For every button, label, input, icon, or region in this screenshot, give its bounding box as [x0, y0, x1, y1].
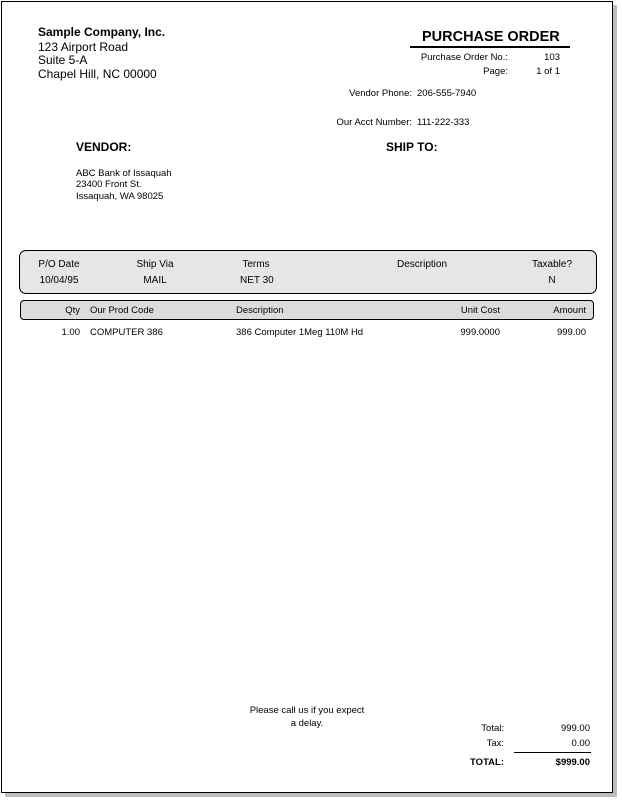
account-number-value: 111-222-333	[417, 117, 470, 128]
footer-note-line1: Please call us if you expect	[249, 705, 365, 716]
company-city-state-zip: Chapel Hill, NC 00000	[38, 67, 157, 81]
company-address-line1: 123 Airport Road	[38, 40, 129, 54]
vendor-phone-label: Vendor Phone:	[349, 88, 412, 99]
po-date-value: 10/04/95	[39, 275, 79, 286]
vendor-line1: ABC Bank of Issaquah	[76, 168, 172, 179]
amount-header: Amount	[553, 305, 586, 316]
row-description: 386 Computer 1Meg 110M Hd	[236, 327, 364, 338]
item-description-header: Description	[236, 305, 284, 316]
row-amount: 999.00	[556, 327, 586, 338]
taxable-value: N	[548, 275, 556, 286]
description-header: Description	[396, 259, 448, 270]
account-number-label: Our Acct Number:	[336, 117, 412, 128]
ship-via-value: MAIL	[143, 275, 167, 286]
prod-code-header: Our Prod Code	[90, 305, 154, 316]
company-name: Sample Company, Inc.	[38, 25, 166, 39]
total-value: 999.00	[560, 723, 590, 734]
vendor-line3: Issaquah, WA 98025	[76, 191, 164, 202]
total-label: Total:	[481, 723, 504, 734]
taxable-header: Taxable?	[531, 259, 573, 270]
ship-to-heading: SHIP TO:	[386, 140, 438, 154]
terms-value: NET 30	[240, 275, 274, 286]
page-label: Page:	[483, 66, 508, 77]
page-value: 1 of 1	[536, 66, 560, 77]
po-number-label: Purchase Order No.:	[420, 52, 508, 63]
purchase-order-page	[1, 1, 613, 793]
company-address-line2: Suite 5-A	[38, 53, 88, 67]
qty-header: Qty	[65, 305, 80, 316]
footer-note-line2: a delay.	[290, 718, 324, 729]
terms-header: Terms	[242, 259, 270, 270]
po-number-value: 103	[544, 52, 560, 63]
tax-value: 0.00	[571, 738, 590, 749]
vendor-line2: 23400 Front St.	[76, 179, 142, 190]
row-qty: 1.00	[61, 327, 80, 338]
order-info-box	[19, 250, 597, 294]
document-title: PURCHASE ORDER	[422, 29, 560, 45]
grand-total-label: TOTAL:	[470, 757, 504, 768]
grand-total-value: $999.00	[555, 757, 590, 768]
ship-via-header: Ship Via	[136, 259, 174, 270]
unit-cost-header: Unit Cost	[460, 305, 500, 316]
po-date-header: P/O Date	[38, 259, 80, 270]
tax-label: Tax:	[486, 738, 504, 749]
title-underline	[410, 46, 570, 48]
row-unit-cost: 999.0000	[460, 327, 500, 338]
row-prod-code: COMPUTER 386	[90, 327, 163, 338]
vendor-heading: VENDOR:	[76, 140, 132, 154]
totals-rule	[514, 752, 591, 753]
vendor-phone-value: 206-555-7940	[417, 88, 477, 99]
